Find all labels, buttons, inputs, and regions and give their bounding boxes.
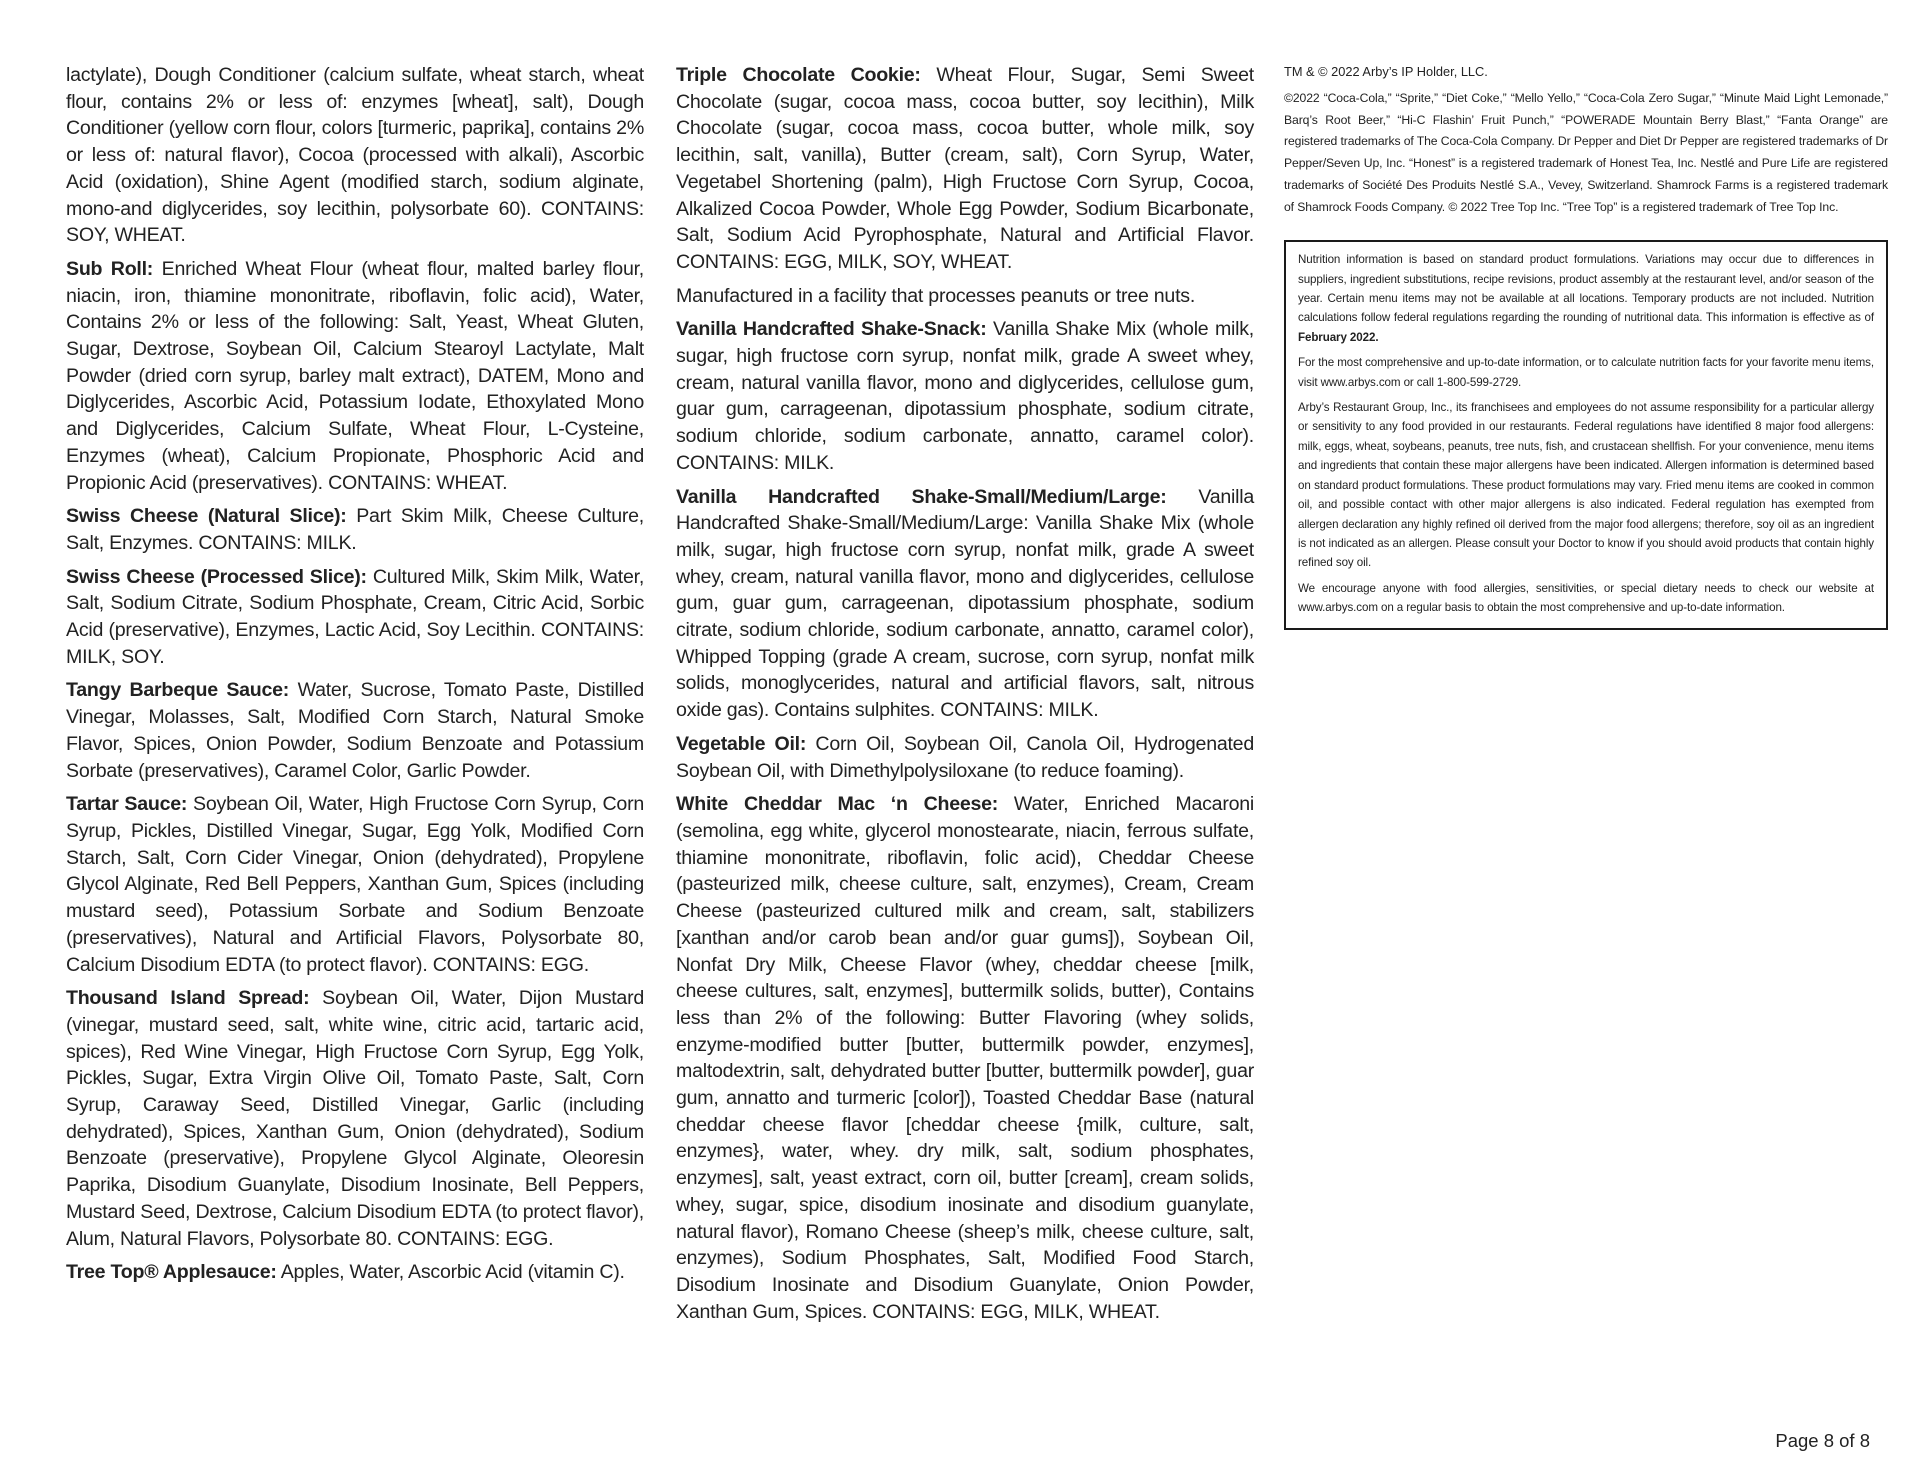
ingredient-entry [676, 316, 1254, 476]
entry-name: White Cheddar Mac ‘n Cheese: [676, 793, 999, 816]
left-column [66, 62, 644, 1293]
entry-text: Wheat Flour, Sugar, Semi Sweet Chocolate (sugar, cocoa mass, cocoa butter, soy lecithin), Milk Chocolate (sugar, cocoa mass, cocoa butter, whole milk, soy lecithin, salt, vanilla), Butter (cream, salt), Corn Syrup, Water, Vegetabel Shortening (palm), High Fructose Corn Syrup, Cocoa, Alkalized Cocoa Powder, Whole Egg Powder, Sodium Bicarbonate, Salt, Sodium Acid Pyrophosphate, Natural and Artificial Flavor. CONTAINS: EGG, MILK, SOY, WHEAT. [676, 64, 1254, 273]
entry-name: Tree Top® Applesauce: [66, 1261, 277, 1284]
entry-text: Corn Oil, Soybean Oil, Canola Oil, Hydrogenated Soybean Oil, with Dimethylpolysiloxane (to reduce foaming). [676, 732, 1254, 782]
facility-note [676, 283, 1254, 310]
ingredient-entry [66, 677, 644, 784]
effective-date: February 2022. [1298, 330, 1379, 344]
ingredient-entry [66, 62, 644, 249]
trademark-notice: ©2022 “Coca-Cola,” “Sprite,” “Diet Coke,” “Mello Yello,” “Coca-Cola Zero Sugar,” “Minute Maid Light Lemonade,” Barq’s Root Beer,” “Hi-C Flashin’ Fruit Punch,” “POWERADE Mountain Berry Blast,” “Fanta Orange” are registered trademarks of The Coca-Cola Company. Dr Pepper and Diet Dr Pepper are registered trademarks of Dr Pepper/Seven Up, Inc. “Honest” is a registered trademark of Honest Tea, Inc. Nestlé and Pure Life are registered trademarks of Société Des Produits Nestlé S.A., Vevey, Switzerland. Shamrock Farms is a registered trademark of Shamrock Foods Company. © 2022 Tree Top Inc. “Tree Top” is a registered trademark of Tree Top Inc. [1284, 91, 1888, 214]
entry-text: Part Skim Milk, Cheese Culture, Salt, Enzymes. CONTAINS: MILK. [66, 505, 644, 554]
entry-text: Vanilla Handcrafted Shake-Small/Medium/Large: Vanilla Shake Mix (whole milk, sugar, high fructose corn syrup, nonfat milk, grade A sweet whey, cream, natural vanilla flavor, mono and diglycerides, cellulose gum, guar gum, carrageenan, dipotassium phosphate, sodium citrate, sodium chloride, sodium carbonate, annatto, caramel color), Whipped Topping (grade A cream, sucrose, corn syrup, nonfat milk solids, monoglycerides, natural and artificial flavors, salt, nitrous oxide gas). Contains sulphites. CONTAINS: MILK. [676, 485, 1254, 722]
nutrition-disclaimer [1298, 250, 1874, 347]
entry-name: Swiss Cheese (Processed Slice): [66, 565, 367, 588]
entry-text: Soybean Oil, Water, High Fructose Corn Syrup, Corn Syrup, Pickles, Distilled Vinegar, Sugar, Egg Yolk, Modified Corn Starch, Salt, Corn Cider Vinegar, Onion (dehydrated), Propylene Glycol Alginate, Red Bell Peppers, Xanthan Gum, Spices (including mustard seed), Potassium Sorbate and Sodium Benzoate (preservatives), Natural and Artificial Flavors, Polysorbate 80, Calcium Disodium EDTA (to protect flavor). CONTAINS: EGG. [66, 793, 645, 976]
disclaimer-box [1284, 240, 1888, 629]
ingredient-entry [66, 791, 644, 978]
ingredient-entry [676, 731, 1254, 784]
ingredient-entry [66, 564, 644, 671]
ingredient-entry [66, 985, 644, 1252]
entry-name: Vanilla Handcrafted Shake-Small/Medium/Large: [676, 485, 1167, 508]
entry-text: Enriched Wheat Flour (wheat flour, malted barley flour, niacin, iron, thiamine mononitrate, riboflavin, folic acid), Water, Contains 2% or less of the following: Salt, Yeast, Wheat Gluten, Sugar, Dextrose, Soybean Oil, Calcium Stearoyl Lactylate, Malt Powder (dried corn syrup, barley malt extract), DATEM, Mono and Diglycerides, Ascorbic Acid, Potassium Iodate, Ethoxylated Mono and Diglycerides, Calcium Sulfate, Wheat Flour, L-Cysteine, Enzymes (wheat), Calcium Propionate, Phosphoric Acid and Propionic Acid (preservatives). CONTAINS: WHEAT. [66, 257, 644, 494]
ingredient-entry [676, 484, 1254, 724]
trademark-line: TM & © 2022 Arby’s IP Holder, LLC. [1284, 64, 1488, 79]
dietary-notice: We encourage anyone with food allergies, sensitivities, or special dietary needs to check our website at www.arbys.com on a regular basis to obtain the most comprehensive and up-to-date information. [1298, 581, 1874, 615]
entry-text: Vanilla Shake Mix (whole milk, sugar, high fructose corn syrup, nonfat milk, grade A sweet whey, cream, natural vanilla flavor, mono and diglycerides, cellulose gum, guar gum, carrageenan, dipotassium phosphate, sodium citrate, sodium chloride, sodium carbonate, annatto, caramel color). CONTAINS: MILK. [676, 318, 1254, 474]
entry-name: Thousand Island Spread: [66, 987, 310, 1010]
ingredient-entry [66, 1259, 644, 1286]
entry-name: Sub Roll: [66, 257, 154, 280]
allergen-disclaimer: Arby’s Restaurant Group, Inc., its franchisees and employees do not assume responsibility for a particular allergy or sensitivity to any food provided in our restaurants. Federal regulations have identified 8 major food allergens: milk, eggs, wheat, soybeans, peanuts, tree nuts, fish, and crustacean shellfish. For your convenience, menu items and ingredients that contain these major allergens have been indicated. Allergen information is determined based on standard product formulations. These product formulations may vary. Fried menu items are cooked in common oil, and possible contact with other major allergens is also indicated. Federal regulation has exempted from allergen declaration any highly refined oil derived from the major food allergens; therefore, soy oil as an ingredient is not indicated as an allergen. Please consult your Doctor to know if you should avoid products that contain highly refined soy oil. [1298, 401, 1874, 570]
disclaimer-text: Nutrition information is based on standard product formulations. Variations may occur due to differences in suppliers, ingredient substitutions, recipe revisions, product assembly at the restaurant level, and/or season of the year. Certain menu items may not be available at all locations. Temporary products are not included. Nutrition calculations follow federal regulations regarding the rounding of nutritional data. This information is effective as of [1298, 253, 1874, 325]
ingredient-entry [66, 256, 644, 496]
entry-name: Vegetable Oil: [676, 732, 807, 755]
ingredient-entry [676, 791, 1254, 1325]
entry-name: Swiss Cheese (Natural Slice): [66, 505, 347, 528]
entry-name: Vanilla Handcrafted Shake-Snack: [676, 318, 987, 341]
info-contact: For the most comprehensive and up-to-date information, or to calculate nutrition facts for your favorite menu items, visit www.arbys.com or call 1-800-599-2729. [1298, 356, 1874, 389]
middle-column [676, 62, 1254, 1332]
ingredient-entry [676, 62, 1254, 276]
ingredient-entry [66, 503, 644, 556]
entry-name: Tartar Sauce: [66, 793, 188, 816]
entry-text: lactylate), Dough Conditioner (calcium sulfate, wheat starch, wheat flour, contains 2% or less of: enzymes [wheat], salt), Dough Conditioner (yellow corn flour, colors [turmeric, paprika], contains 2% or less of: natural flavor), Cocoa (processed with alkali), Ascorbic Acid (oxidation), Shine Agent (modified starch, sodium alginate, mono-and diglycerides, soy lecithin, polysorbate 60). CONTAINS: SOY, WHEAT. [66, 64, 644, 247]
entry-text: Soybean Oil, Water, Dijon Mustard (vinegar, mustard seed, salt, white wine, citric acid, tartaric acid, spices), Red Wine Vinegar, High Fructose Corn Syrup, Egg Yolk, Pickles, Sugar, Extra Virgin Olive Oil, Tomato Paste, Salt, Corn Syrup, Caraway Seed, Distilled Vinegar, Garlic (including dehydrated), Spices, Xanthan Gum, Onion (dehydrated), Sodium Benzoate (preservative), Propylene Glycol Alginate, Oleoresin Paprika, Disodium Guanylate, Disodium Inosinate, Bell Peppers, Mustard Seed, Dextrose, Calcium Disodium EDTA (to protect flavor), Alum, Natural Flavors, Polysorbate 80. CONTAINS: EGG. [66, 987, 644, 1250]
entry-name: Tangy Barbeque Sauce: [66, 679, 290, 702]
entry-text: Water, Sucrose, Tomato Paste, Distilled Vinegar, Molasses, Salt, Modified Corn Starch, Natural Smoke Flavor, Spices, Onion Powder, Sodium Benzoate and Potassium Sorbate (preservatives), Caramel Color, Garlic Powder. [66, 679, 644, 782]
entry-text: Water, Enriched Macaroni (semolina, egg white, glycerol monostearate, niacin, ferrous sulfate, thiamine mononitrate, riboflavin, folic acid), Cheddar Cheese (pasteurized milk, cheese culture, salt, enzymes), Cream, Cream Cheese (pasteurized cultured milk and cream, salt, stabilizers [xanthan and/or carob bean and/or guar gums]), Soybean Oil, Nonfat Dry Milk, Cheese Flavor (whey, cheddar cheese [milk, cheese cultures, salt, enzymes], buttermilk solids, butter), Contains less than 2% of the following: Butter Flavoring (whey solids, enzyme-modified butter [butter, buttermilk powder, enzymes], maltodextrin, salt, dehydrated butter [butter, buttermilk powder], guar gum, annatto and turmeric [color]), Toasted Cheddar Base (natural cheddar cheese flavor [cheddar cheese {milk, culture, salt, enzymes}, water, whey. dry milk, salt, sodium phosphates, enzymes], salt, yeast extract, corn oil, butter [cream], cream solids, whey, sugar, spice, disodium inosinate and disodium guanylate, natural flavor), Romano Cheese (sheep’s milk, cheese culture, salt, enzymes), Sodium Phosphates, Salt, Modified Food Starch, Disodium Inosinate and Disodium Guanylate, Onion Powder, Xanthan Gum, Spices. CONTAINS: EGG, MILK, WHEAT. [676, 793, 1254, 1323]
right-column [1284, 62, 1888, 630]
entry-text: Cultured Milk, Skim Milk, Water, Salt, Sodium Citrate, Sodium Phosphate, Cream, Citric Acid, Sorbic Acid (preservative), Enzymes, Lactic Acid, Soy Lecithin. CONTAINS: MILK, SOY. [66, 565, 645, 668]
entry-name: Triple Chocolate Cookie: [676, 64, 921, 86]
entry-text: Apples, Water, Ascorbic Acid (vitamin C). [276, 1261, 625, 1284]
page-number: Page 8 of 8 [1775, 1430, 1870, 1451]
entry-text: Manufactured in a facility that processes peanuts or tree nuts. [676, 284, 1196, 307]
